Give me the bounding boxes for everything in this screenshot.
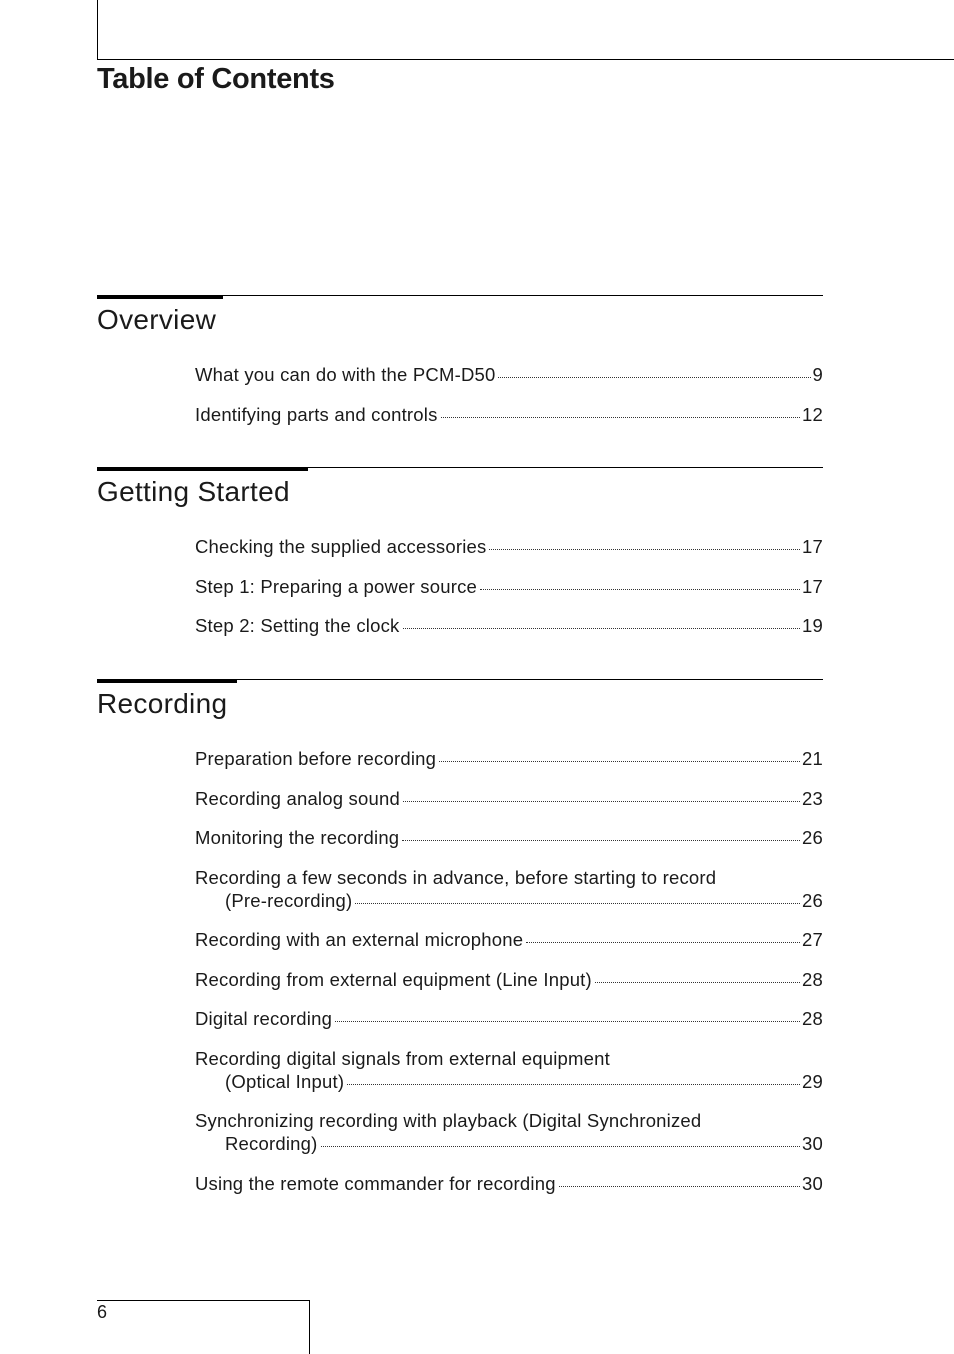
page-number: 6 xyxy=(97,1302,108,1322)
dot-leader xyxy=(595,982,800,983)
toc-entry-page: 12 xyxy=(802,403,823,425)
toc-entry-label: Recording from external equipment (Line Input) xyxy=(195,968,592,990)
dot-leader xyxy=(559,1186,800,1187)
toc-entry-label: Using the remote commander for recording xyxy=(195,1172,556,1194)
toc-entry-label: Synchronizing recording with playback (Digital Synchronized xyxy=(195,1110,702,1131)
toc-entry[interactable] xyxy=(195,1109,823,1155)
toc-entry-label-continued: (Pre-recording) xyxy=(225,889,353,911)
dot-leader xyxy=(489,549,800,550)
toc-entry[interactable] xyxy=(195,363,823,386)
section-rule xyxy=(97,467,823,471)
section-heading: Recording xyxy=(97,688,228,719)
page-title: Table of Contents xyxy=(97,63,335,95)
dot-leader xyxy=(403,628,801,629)
section-heading: Getting Started xyxy=(97,476,290,507)
section-rule xyxy=(97,295,823,299)
footer-frame-vertical-rule xyxy=(309,1300,310,1354)
toc-entry-list xyxy=(195,747,823,1195)
dot-leader xyxy=(402,840,800,841)
dot-leader xyxy=(441,417,800,418)
dot-leader xyxy=(355,903,800,904)
toc-entry-page: 29 xyxy=(802,1070,823,1092)
toc-entry-page: 28 xyxy=(802,1008,823,1029)
toc-entry-page: 9 xyxy=(812,364,823,385)
toc-entry[interactable] xyxy=(195,1007,823,1030)
toc-entry-label: Preparation before recording xyxy=(195,748,437,769)
toc-section-getting-started xyxy=(97,467,823,654)
toc-entry-page: 19 xyxy=(802,615,823,636)
toc-entry-label: Monitoring the recording xyxy=(195,827,400,848)
toc-entry-page: 26 xyxy=(802,889,823,911)
toc-entry-page: 17 xyxy=(802,575,823,597)
toc-entry-label: Recording a few seconds in advance, before starting to record xyxy=(195,866,717,888)
toc-entry[interactable] xyxy=(195,1047,823,1093)
toc-section-overview xyxy=(97,295,823,442)
toc-entry-label: Checking the supplied accessories xyxy=(195,536,487,557)
toc-entry-label-continued: (Optical Input) xyxy=(225,1070,345,1092)
toc-entry-label: What you can do with the PCM-D50 xyxy=(195,364,496,385)
toc-entry[interactable] xyxy=(195,928,823,951)
toc-entry[interactable] xyxy=(195,403,823,426)
section-heading: Overview xyxy=(97,304,217,335)
toc-entry-page: 30 xyxy=(802,1133,823,1154)
dot-leader xyxy=(498,377,810,378)
toc-entry-label: Step 2: Setting the clock xyxy=(195,615,400,636)
toc-entry[interactable] xyxy=(195,747,823,770)
dot-leader xyxy=(335,1021,800,1022)
toc-entry-label: Step 1: Preparing a power source xyxy=(195,575,478,597)
section-rule xyxy=(97,679,823,683)
toc-entry-page: 23 xyxy=(802,787,823,809)
toc-entry-label: Identifying parts and controls xyxy=(195,403,438,425)
toc-entry[interactable] xyxy=(195,575,823,598)
toc-entry-page: 17 xyxy=(802,536,823,557)
dot-leader xyxy=(347,1084,800,1085)
toc-entry-label-continued: Recording) xyxy=(225,1133,318,1154)
toc-entry[interactable] xyxy=(195,968,823,991)
toc-section-recording xyxy=(97,679,823,1211)
toc-entry[interactable] xyxy=(195,866,823,912)
toc-entry[interactable] xyxy=(195,1172,823,1195)
dot-leader xyxy=(439,761,800,762)
header-frame-vertical-rule xyxy=(97,0,98,60)
toc-entry-label: Recording analog sound xyxy=(195,787,400,809)
toc-entry-page: 21 xyxy=(802,748,823,769)
dot-leader xyxy=(321,1146,801,1147)
toc-entry[interactable] xyxy=(195,826,823,849)
toc-entry-page: 27 xyxy=(802,929,823,950)
toc-entry-list xyxy=(195,535,823,637)
dot-leader xyxy=(480,589,800,590)
toc-entry-page: 28 xyxy=(802,968,823,990)
toc-entry[interactable] xyxy=(195,614,823,637)
toc-entry[interactable] xyxy=(195,535,823,558)
toc-entry-label: Recording with an external microphone xyxy=(195,929,524,950)
toc-entry-list xyxy=(195,363,823,426)
footer-frame-horizontal-rule xyxy=(97,1300,310,1301)
toc-entry-page: 26 xyxy=(802,827,823,848)
toc-entry-label: Digital recording xyxy=(195,1008,333,1029)
toc-entry[interactable] xyxy=(195,787,823,810)
toc-entry-label: Recording digital signals from external equipment xyxy=(195,1047,610,1069)
dot-leader xyxy=(403,801,800,802)
toc-entry-page: 30 xyxy=(802,1172,823,1194)
dot-leader xyxy=(526,942,800,943)
